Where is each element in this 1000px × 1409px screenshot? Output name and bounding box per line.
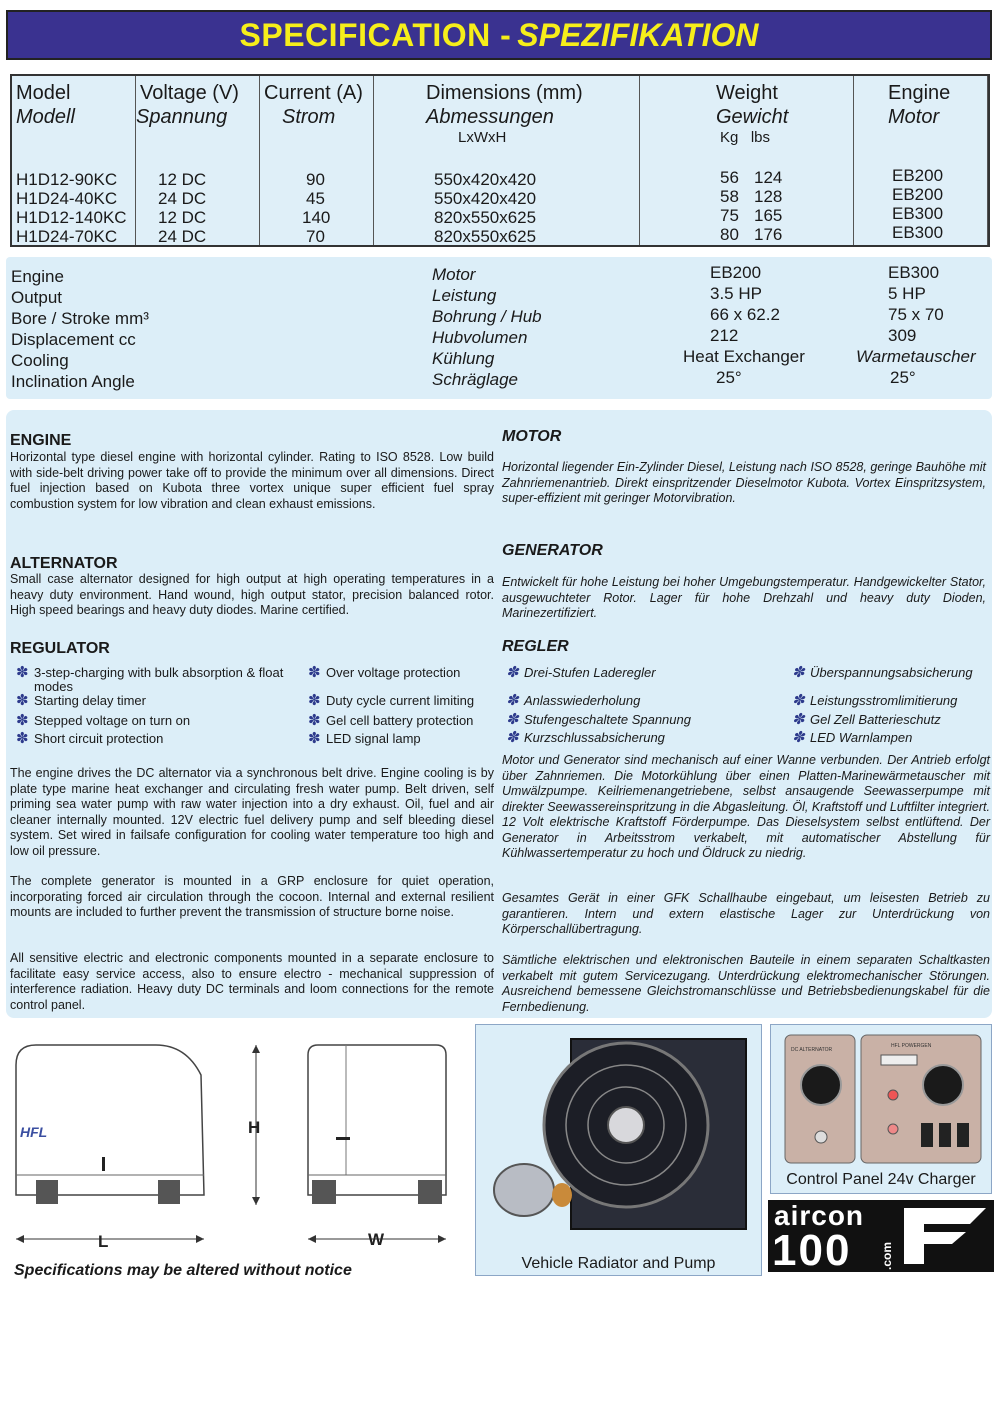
spec-value-eb300: 75 x 70 bbox=[888, 305, 944, 324]
bullet-text: Leistungsstromlimitierung bbox=[810, 693, 958, 708]
header-weight-sub: Kg lbs bbox=[720, 129, 771, 146]
text-paragraph-en: All sensitive electric and electronic components mounted in a separate enclosure to facilitate easy service access, also to ensure electro - mechanical suppression of interference radiation. Heavy duty DC terminals and loom connections for the remote control panel. bbox=[10, 951, 494, 1012]
water-pump bbox=[494, 1164, 554, 1216]
bullet-text: Stufengeschaltete Spannung bbox=[524, 712, 691, 727]
bullet-item bbox=[308, 732, 498, 746]
title-english: SPECIFICATION - bbox=[239, 16, 512, 53]
bullet-star-icon: ✽ bbox=[792, 729, 805, 746]
arrow-left-icon bbox=[308, 1235, 316, 1243]
rocker-switch bbox=[921, 1123, 933, 1147]
cell-model: H1D12-140KC bbox=[16, 208, 127, 227]
spec-label-en: Output bbox=[11, 288, 63, 307]
logo-line1: aircon bbox=[774, 1200, 865, 1231]
header-current-en: Current (A) bbox=[264, 82, 363, 104]
header-engine-en: Engine bbox=[888, 82, 951, 104]
header-current-de: Strom bbox=[282, 106, 336, 128]
bullet-item bbox=[792, 694, 990, 708]
spec-value-eb200: 66 x 62.2 bbox=[710, 305, 780, 324]
arrow-down-icon bbox=[252, 1197, 260, 1205]
bullet-star-icon: ✽ bbox=[308, 730, 321, 747]
bullet-item bbox=[506, 713, 776, 727]
cell-engine: EB300 bbox=[892, 223, 944, 242]
bullet-star-icon: ✽ bbox=[16, 692, 29, 709]
bullet-text: Überspannungsabsicherung bbox=[810, 665, 973, 680]
ammeter-gauge-icon bbox=[923, 1065, 963, 1105]
title-german: SPEZIFIKATION bbox=[517, 16, 759, 53]
heading-motor: MOTOR bbox=[502, 428, 562, 445]
cell-model: H1D12-90KC bbox=[16, 170, 118, 189]
header-engine-de: Motor bbox=[888, 106, 940, 128]
bullet-text: Stepped voltage on turn on bbox=[34, 713, 191, 728]
engine-spec-panel bbox=[6, 257, 992, 399]
cell-kg: 75 bbox=[720, 206, 739, 225]
rocker-switch bbox=[939, 1123, 951, 1147]
bullet-star-icon: ✽ bbox=[506, 729, 519, 746]
spec-value-eb300: 25° bbox=[890, 368, 916, 387]
text-paragraph-en: The engine drives the DC alternator via a synchronous belt drive. Engine cooling is by plate type marine heat exchanger and circulating fresh water pump. Belt driven, self priming sea water pump with raw water injection into a dry exhaust. Oil, fuel and air cleaner internally mounted. 12V electric fuel delivery pump and self bleeding diesel system. Set wired in failsafe configuration for cooling water temperature too high and low oil pressure. bbox=[10, 766, 494, 858]
mount-foot bbox=[312, 1180, 336, 1204]
cell-voltage: 12 DC bbox=[158, 170, 207, 189]
dimension-label-w: W bbox=[368, 1230, 385, 1249]
spec-label-en: Inclination Angle bbox=[11, 372, 135, 391]
header-weight-en: Weight bbox=[716, 82, 778, 104]
enclosure-side-view bbox=[16, 1045, 204, 1195]
cell-lbs: 128 bbox=[754, 187, 783, 206]
title-banner bbox=[6, 10, 992, 60]
cell-current: 70 bbox=[306, 227, 325, 246]
aircon100-logo bbox=[768, 1200, 994, 1275]
text-paragraph-de: Sämtliche elektrischen und elektronischen Bauteile in einem separaten Schaltkasten verkabelt mit gutem Servicezugang. Unterdrückung elektromechanischer Störungen. Ausreichend bemessene Gleichstromanschlüsse und Betriebsbedienungskabel für die Fernbedienung. bbox=[502, 953, 990, 1014]
bullet-star-icon: ✽ bbox=[792, 711, 805, 728]
hfl-badge: HFL bbox=[20, 1124, 48, 1140]
spec-value-eb300: EB300 bbox=[888, 263, 940, 282]
cell-lbs: 124 bbox=[754, 168, 783, 187]
cell-kg: 58 bbox=[720, 187, 739, 206]
text-engine-de: Horizontal liegender Ein-Zylinder Diesel, Leistung nach ISO 8528, geringe Bauhöhe mit Zahnriemenantrieb. Direkt einspritzender Dieselmotor Kubota. Vortex Einspritzsystem, super-effizient mit geringer Motorvibration. bbox=[502, 460, 986, 505]
mount-foot bbox=[158, 1180, 180, 1204]
bullet-item bbox=[792, 713, 990, 727]
dimension-label-l: L bbox=[98, 1232, 109, 1251]
header-dimensions-sub: LxWxH bbox=[458, 129, 507, 146]
text-paragraph-en: The complete generator is mounted in a GRP enclosure for quiet operation, incorporating forced air circulation through the cocoon. Internal and external resilient mounts are included to further prevent the transmission of structure borne noise. bbox=[10, 874, 494, 919]
cell-engine: EB200 bbox=[892, 166, 944, 185]
warning-lamp-icon bbox=[888, 1124, 898, 1134]
dimension-label-h: H bbox=[248, 1118, 261, 1137]
model-table bbox=[10, 74, 990, 247]
bullet-star-icon: ✽ bbox=[308, 692, 321, 709]
header-dimensions-en: Dimensions (mm) bbox=[426, 82, 583, 104]
control-panel-photo-box bbox=[770, 1024, 992, 1194]
spec-label-de: Bohrung / Hub bbox=[432, 307, 542, 326]
spec-label-de: Hubvolumen bbox=[432, 328, 528, 347]
footnote: Specifications may be altered without notice bbox=[14, 1262, 352, 1279]
bullet-text: LED Warnlampen bbox=[810, 730, 913, 745]
fan-motor-hub bbox=[608, 1107, 644, 1143]
bullet-text: Anlasswiederholung bbox=[524, 693, 641, 708]
header-weight-de: Gewicht bbox=[716, 106, 789, 128]
bullet-star-icon: ✽ bbox=[506, 711, 519, 728]
spec-value-eb300: Warmetauscher bbox=[856, 347, 976, 366]
bullet-text: Kurzschlussabsicherung bbox=[524, 730, 665, 745]
warning-lamp-icon bbox=[888, 1090, 898, 1100]
heading-regler: REGLER bbox=[502, 638, 569, 655]
spec-label-en: Displacement cc bbox=[11, 330, 136, 349]
bullet-item bbox=[16, 714, 286, 728]
logo-line2: 100 bbox=[772, 1226, 852, 1275]
control-panel-caption: Control Panel 24v Charger bbox=[786, 1171, 976, 1188]
logo-e-shape bbox=[904, 1208, 986, 1264]
spec-value-eb200: Heat Exchanger bbox=[683, 347, 805, 366]
text-alternator-de: Entwickelt für hohe Leistung bei hoher Umgebungstemperatur. Handgewickelter Stator, ausgewuchteter Rotor. Lager für hohe Drehzahl und heavy duty Dioden, Marinezertifiziert. bbox=[502, 575, 986, 620]
spec-value-eb300: 309 bbox=[888, 326, 917, 345]
bullet-text: Short circuit protection bbox=[34, 731, 164, 746]
spec-label-de: Leistung bbox=[432, 286, 497, 305]
bullet-item bbox=[308, 714, 498, 728]
cell-kg: 80 bbox=[720, 225, 739, 244]
description-panel bbox=[6, 410, 992, 1018]
spec-label-de: Kühlung bbox=[432, 349, 495, 368]
bullet-item bbox=[308, 694, 498, 708]
text-paragraph-de: Gesamtes Gerät in einer GFK Schallhaube eingebaut, um leisesten Betrieb zu garantieren. Intern und extern elastische Lager zur Unterdrückung von Körperschallübertragung. bbox=[502, 891, 990, 936]
hour-counter bbox=[881, 1055, 917, 1065]
bullet-item bbox=[16, 666, 286, 694]
bullet-text: Drei-Stufen Laderegler bbox=[524, 665, 656, 680]
enclosure-dimension-drawing bbox=[6, 1025, 466, 1275]
cell-dims: 550x420x420 bbox=[434, 189, 537, 208]
bullet-item bbox=[16, 694, 286, 708]
cell-voltage: 24 DC bbox=[158, 189, 207, 208]
voltmeter-gauge-icon bbox=[801, 1065, 841, 1105]
heading-regulator: REGULATOR bbox=[10, 640, 110, 657]
cell-dims: 550x420x420 bbox=[434, 170, 537, 189]
cell-model: H1D24-40KC bbox=[16, 189, 118, 208]
radiator-caption: Vehicle Radiator and Pump bbox=[521, 1255, 716, 1272]
heading-generator: GENERATOR bbox=[502, 542, 603, 559]
logo-suffix: .com bbox=[880, 1241, 894, 1270]
mount-foot bbox=[418, 1180, 442, 1204]
spec-label-en: Bore / Stroke mm³ bbox=[11, 309, 149, 328]
cell-dims: 820x550x625 bbox=[434, 227, 537, 246]
text-paragraph-de: Motor und Generator sind mechanisch auf einer Wanne verbunden. Der Antrieb erfolgt über Zahnriemen. Die Motorkühlung über einen Platten-Marinewärmetauscher mit Umwälzpumpe. Keilriemenangetriebene, selbst ansaugende Seewasserpumpe mit direkter Seewassereinspritzung in die Abgasleitung. Öl, Kraftstoff und Luftfilter integriert. 12 Volt elektrische Kraftstoff Förderpumpe. Das Dieselsystem selbst entlüftend. Der Generator in Arbeitsstrom verkabelt, mit automatischer Abstellung für Kühlwassertemperatur zu hoch und Öldruck zu niedrig. bbox=[502, 753, 990, 860]
bullet-star-icon: ✽ bbox=[16, 712, 29, 729]
bullet-item bbox=[506, 731, 776, 745]
bullet-text: Over voltage protection bbox=[326, 665, 461, 680]
cell-current: 90 bbox=[306, 170, 325, 189]
spec-label-de: Schräglage bbox=[432, 370, 519, 389]
header-model-de: Modell bbox=[16, 106, 75, 128]
header-voltage-en: Voltage (V) bbox=[140, 82, 239, 104]
pump-fitting bbox=[552, 1183, 572, 1207]
cell-engine: EB300 bbox=[892, 204, 944, 223]
bullet-item bbox=[16, 732, 286, 746]
control-panel-illustration bbox=[771, 1025, 993, 1169]
enclosure-front-view bbox=[308, 1045, 446, 1195]
panel-right-label: HFL POWERGEN bbox=[891, 1043, 932, 1049]
header-voltage-de: Spannung bbox=[136, 106, 228, 128]
logo-e-mark-icon bbox=[900, 1204, 990, 1268]
mount-foot bbox=[36, 1180, 58, 1204]
spec-label-en: Engine bbox=[11, 267, 64, 286]
arrow-right-icon bbox=[196, 1235, 204, 1243]
cell-lbs: 176 bbox=[754, 225, 783, 244]
cell-engine: EB200 bbox=[892, 185, 944, 204]
radiator-illustration bbox=[476, 1025, 763, 1253]
header-dimensions-de: Abmessungen bbox=[426, 106, 554, 128]
radiator-photo-box bbox=[475, 1024, 762, 1276]
bullet-item bbox=[506, 666, 776, 680]
bullet-text: 3-step-charging with bulk absorption & float modes bbox=[34, 665, 284, 694]
bullet-item bbox=[792, 731, 990, 745]
bullet-star-icon: ✽ bbox=[792, 664, 805, 681]
bullet-text: Duty cycle current limiting bbox=[326, 693, 475, 708]
bullet-star-icon: ✽ bbox=[308, 712, 321, 729]
rocker-switch bbox=[957, 1123, 969, 1147]
cell-dims: 820x550x625 bbox=[434, 208, 537, 227]
spec-label-de: Motor bbox=[432, 265, 476, 284]
spec-value-eb200: 212 bbox=[710, 326, 739, 345]
cell-lbs: 165 bbox=[754, 206, 783, 225]
cell-voltage: 12 DC bbox=[158, 208, 207, 227]
heading-engine: ENGINE bbox=[10, 432, 72, 449]
arrow-right-icon bbox=[438, 1235, 446, 1243]
cell-kg: 56 bbox=[720, 168, 739, 187]
bullet-text: Gel cell battery protection bbox=[326, 713, 474, 728]
bullet-item bbox=[506, 694, 776, 708]
spec-value-eb300: 5 HP bbox=[888, 284, 926, 303]
cell-model: H1D24-70KC bbox=[16, 227, 118, 246]
cell-current: 45 bbox=[306, 189, 325, 208]
header-model-en: Model bbox=[16, 82, 71, 104]
arrow-left-icon bbox=[16, 1235, 24, 1243]
indicator-lamp-icon bbox=[815, 1131, 827, 1143]
bullet-star-icon: ✽ bbox=[506, 664, 519, 681]
enclosure-front-latch bbox=[336, 1137, 350, 1140]
cell-voltage: 24 DC bbox=[158, 227, 207, 246]
bullet-star-icon: ✽ bbox=[308, 664, 321, 681]
spec-value-eb200: 25° bbox=[716, 368, 742, 387]
heading-alternator: ALTERNATOR bbox=[10, 555, 118, 572]
spec-label-en: Cooling bbox=[11, 351, 69, 370]
text-alternator-en: Small case alternator designed for high output at high operating temperatures in a heavy duty environment. Hand wound, high output stator, precision balanced rotor. High speed bearings and heavy duty diodes. Marine certified. bbox=[10, 572, 494, 617]
bullet-star-icon: ✽ bbox=[16, 664, 29, 681]
bullet-item bbox=[308, 666, 498, 680]
bullet-star-icon: ✽ bbox=[792, 692, 805, 709]
spec-value-eb200: EB200 bbox=[710, 263, 762, 282]
panel-left-label: DC ALTERNATOR bbox=[791, 1047, 833, 1053]
enclosure-side-latch bbox=[102, 1157, 105, 1171]
arrow-up-icon bbox=[252, 1045, 260, 1053]
cell-current: 140 bbox=[302, 208, 331, 227]
bullet-item bbox=[792, 666, 990, 680]
column-weight bbox=[640, 76, 854, 245]
bullet-star-icon: ✽ bbox=[16, 730, 29, 747]
bullet-text: Starting delay timer bbox=[34, 693, 146, 708]
bullet-text: Gel Zell Batterieschutz bbox=[810, 712, 941, 727]
text-engine-en: Horizontal type diesel engine with horizontal cylinder. Rating to ISO 8528. Low build with side-belt driving power take off to provide the minimum over all dimensions. Direct fuel injection based on Kubota three vortex unique super efficient fuel spray combustion system for low vibration and clean exhaust emissions. bbox=[10, 450, 494, 511]
spec-value-eb200: 3.5 HP bbox=[710, 284, 762, 303]
bullet-text: LED signal lamp bbox=[326, 731, 421, 746]
bullet-star-icon: ✽ bbox=[506, 692, 519, 709]
